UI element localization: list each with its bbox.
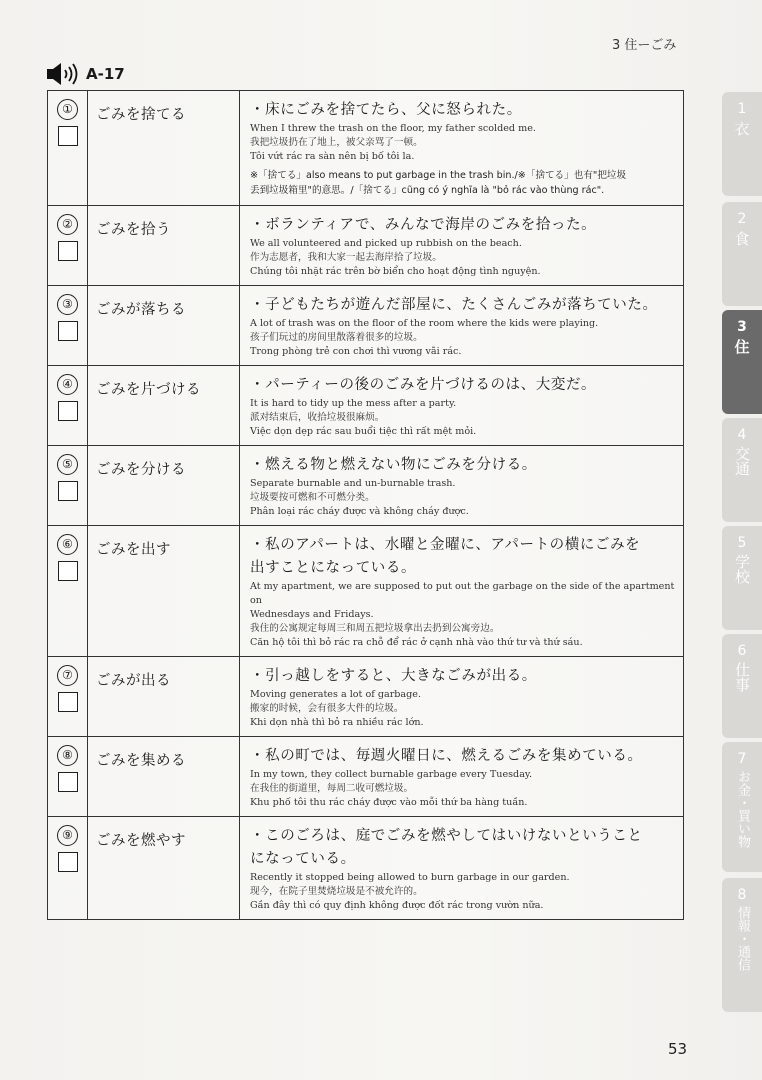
- example-vietnamese: Phân loại rác cháy được và không cháy được.: [250, 506, 469, 517]
- example-vietnamese: Trong phòng trẻ con chơi thì vương vãi rác.: [250, 346, 462, 357]
- example-chinese: 孩子们玩过的房间里散落着很多的垃圾。: [250, 332, 423, 343]
- checkbox[interactable]: [58, 772, 78, 792]
- tab-label: 交通: [733, 446, 751, 476]
- word-cell: [88, 366, 240, 446]
- tab-chapter-4[interactable]: [722, 418, 762, 522]
- example-japanese: ・このごろは、庭でごみを燃やしてはいけないということ: [250, 828, 643, 844]
- example-vietnamese: Chúng tôi nhặt rác trên bờ biển cho hoạt động tình nguyện.: [250, 266, 541, 277]
- audio-track-label: A-17: [86, 65, 125, 83]
- example-english: Separate burnable and un-burnable trash.: [250, 478, 456, 489]
- table-row: [48, 286, 684, 366]
- tab-label: 仕事: [733, 662, 751, 692]
- tab-label: お金・買い物: [735, 770, 750, 848]
- table-row: [48, 446, 684, 526]
- number-cell: [48, 366, 88, 446]
- table-row: [48, 817, 684, 920]
- usage-note: ※「捨てる」also means to put garbage in the trash bin./※「捨てる」也有"把垃圾: [250, 170, 627, 181]
- example-cell: [240, 91, 684, 206]
- item-number: ⑧: [57, 745, 78, 766]
- example-vietnamese: Khi dọn nhà thì bỏ ra nhiều rác lớn.: [250, 717, 424, 728]
- word-cell: [88, 526, 240, 657]
- example-japanese: ・私の町では、毎週火曜日に、燃えるごみを集めている。: [250, 748, 643, 764]
- example-cell: [240, 657, 684, 737]
- table-row: [48, 206, 684, 286]
- tab-chapter-7[interactable]: [722, 742, 762, 872]
- example-cell: [240, 286, 684, 366]
- example-vietnamese: Khu phố tôi thu rác cháy được vào mỗi thứ ba hàng tuần.: [250, 797, 528, 808]
- example-english: In my town, they collect burnable garbage every Tuesday.: [250, 769, 533, 780]
- example-japanese: ・床にごみを捨てたら、父に怒られた。: [250, 102, 522, 118]
- example-vietnamese: Tôi vứt rác ra sàn nên bị bố tôi la.: [250, 151, 415, 162]
- item-number: ⑨: [57, 825, 78, 846]
- tab-number: 8: [737, 887, 747, 903]
- speaker-icon[interactable]: [46, 62, 82, 86]
- tab-label: 住: [734, 338, 750, 356]
- example-cell: [240, 446, 684, 526]
- tab-number: 4: [737, 427, 747, 443]
- tab-label: 食: [734, 230, 750, 248]
- example-chinese: 垃圾要按可燃和不可燃分类。: [250, 492, 375, 503]
- example-english: Recently it stopped being allowed to burn garbage in our garden.: [250, 872, 570, 883]
- tab-label: 衣: [734, 120, 750, 138]
- checkbox[interactable]: [58, 852, 78, 872]
- item-number: ②: [57, 214, 78, 235]
- example-cell: [240, 817, 684, 920]
- example-english: When I threw the trash on the floor, my father scolded me.: [250, 123, 536, 134]
- number-cell: [48, 737, 88, 817]
- word-cell: [88, 446, 240, 526]
- section-header: 3 住ーごみ: [612, 38, 677, 53]
- vocab-word: ごみを片づける: [96, 382, 201, 398]
- vocab-word: ごみを集める: [96, 753, 186, 769]
- example-vietnamese: Căn hộ tôi thì bỏ rác ra chỗ để rác ở cạnh nhà vào thứ tư và thứ sáu.: [250, 637, 583, 648]
- example-cell: [240, 737, 684, 817]
- checkbox[interactable]: [58, 481, 78, 501]
- example-cell: [240, 366, 684, 446]
- example-chinese: 我住的公寓规定每周三和周五把垃圾拿出去扔到公寓旁边。: [250, 623, 500, 634]
- tab-number: 7: [737, 751, 747, 767]
- tab-number: 2: [737, 211, 747, 227]
- checkbox[interactable]: [58, 321, 78, 341]
- number-cell: [48, 91, 88, 206]
- tab-chapter-2[interactable]: [722, 202, 762, 306]
- table-row: [48, 91, 684, 206]
- table-row: [48, 657, 684, 737]
- tab-chapter-3[interactable]: [722, 310, 762, 414]
- example-cell: [240, 206, 684, 286]
- example-vietnamese: Gần đây thì có quy định không được đốt rác trong vườn nữa.: [250, 900, 544, 911]
- example-chinese: 我把垃圾扔在了地上，被父亲骂了一顿。: [250, 137, 423, 148]
- example-chinese: 在我住的街道里，每周二收可燃垃圾。: [250, 783, 414, 794]
- tab-label: 情報・通信: [735, 906, 750, 971]
- example-english: At my apartment, we are supposed to put out the garbage on the side of the apartment on: [250, 581, 675, 606]
- example-japanese: ・燃える物と燃えない物にごみを分ける。: [250, 457, 537, 473]
- vocab-word: ごみを拾う: [96, 222, 171, 238]
- example-english-cont: Wednesdays and Fridays.: [250, 609, 374, 620]
- page-number: 53: [668, 1040, 688, 1058]
- example-japanese: ・子どもたちが遊んだ部屋に、たくさんごみが落ちていた。: [250, 297, 658, 313]
- example-chinese: 搬家的时候，会有很多大件的垃圾。: [250, 703, 404, 714]
- number-cell: [48, 657, 88, 737]
- item-number: ⑥: [57, 534, 78, 555]
- vocabulary-table: [47, 90, 684, 920]
- vocab-word: ごみを燃やす: [96, 833, 186, 849]
- example-cell: [240, 526, 684, 657]
- item-number: ⑤: [57, 454, 78, 475]
- word-cell: [88, 286, 240, 366]
- example-japanese-cont: 出すことになっている。: [250, 560, 417, 576]
- tab-label: 学校: [733, 554, 751, 584]
- tab-number: 5: [737, 535, 747, 551]
- tab-chapter-5[interactable]: [722, 526, 762, 630]
- table-row: [48, 366, 684, 446]
- checkbox[interactable]: [58, 401, 78, 421]
- table-row: [48, 737, 684, 817]
- number-cell: [48, 206, 88, 286]
- checkbox[interactable]: [58, 241, 78, 261]
- example-japanese: ・ボランティアで、みんなで海岸のごみを拾った。: [250, 217, 597, 233]
- example-english: Moving generates a lot of garbage.: [250, 689, 422, 700]
- example-chinese: 派对结束后，收拾垃圾很麻烦。: [250, 412, 385, 423]
- tab-chapter-1[interactable]: [722, 92, 762, 196]
- word-cell: [88, 737, 240, 817]
- checkbox[interactable]: [58, 561, 78, 581]
- checkbox[interactable]: [58, 692, 78, 712]
- example-japanese: ・パーティーの後のごみを片づけるのは、大変だ。: [250, 377, 597, 393]
- audio-track[interactable]: [46, 62, 125, 86]
- example-english: It is hard to tidy up the mess after a party.: [250, 398, 457, 409]
- item-number: ⑦: [57, 665, 78, 686]
- word-cell: [88, 206, 240, 286]
- item-number: ③: [57, 294, 78, 315]
- vocab-word: ごみが出る: [96, 673, 171, 689]
- checkbox[interactable]: [58, 126, 78, 146]
- number-cell: [48, 526, 88, 657]
- number-cell: [48, 286, 88, 366]
- example-chinese: 现今，在院子里焚烧垃圾是不被允许的。: [250, 886, 423, 897]
- vocab-word: ごみを分ける: [96, 462, 186, 478]
- word-cell: [88, 91, 240, 206]
- usage-note: 丢到垃圾箱里"的意思。/「捨てる」cũng có ý nghĩa là "bỏ rác vào thùng rác".: [250, 185, 605, 196]
- number-cell: [48, 446, 88, 526]
- number-cell: [48, 817, 88, 920]
- example-vietnamese: Việc dọn dẹp rác sau buổi tiệc thì rất mệt mỏi.: [250, 426, 477, 437]
- item-number: ①: [57, 99, 78, 120]
- example-japanese: ・引っ越しをすると、大きなごみが出る。: [250, 668, 537, 684]
- example-english: A lot of trash was on the floor of the room where the kids were playing.: [250, 318, 599, 329]
- tab-chapter-8[interactable]: [722, 878, 762, 1012]
- vocab-word: ごみを出す: [96, 542, 171, 558]
- example-english: We all volunteered and picked up rubbish on the beach.: [250, 238, 522, 249]
- tab-number: 6: [737, 643, 747, 659]
- item-number: ④: [57, 374, 78, 395]
- vocab-word: ごみが落ちる: [96, 302, 186, 318]
- vocab-word: ごみを捨てる: [96, 107, 186, 123]
- word-cell: [88, 657, 240, 737]
- tab-chapter-6[interactable]: [722, 634, 762, 738]
- tab-number: 3: [737, 319, 747, 335]
- tab-number: 1: [737, 101, 747, 117]
- example-japanese-cont: になっている。: [250, 851, 356, 867]
- table-row: [48, 526, 684, 657]
- example-chinese: 作为志愿者，我和大家一起去海岸拾了垃圾。: [250, 252, 442, 263]
- example-japanese: ・私のアパートは、水曜と金曜に、アパートの横にごみを: [250, 537, 641, 553]
- word-cell: [88, 817, 240, 920]
